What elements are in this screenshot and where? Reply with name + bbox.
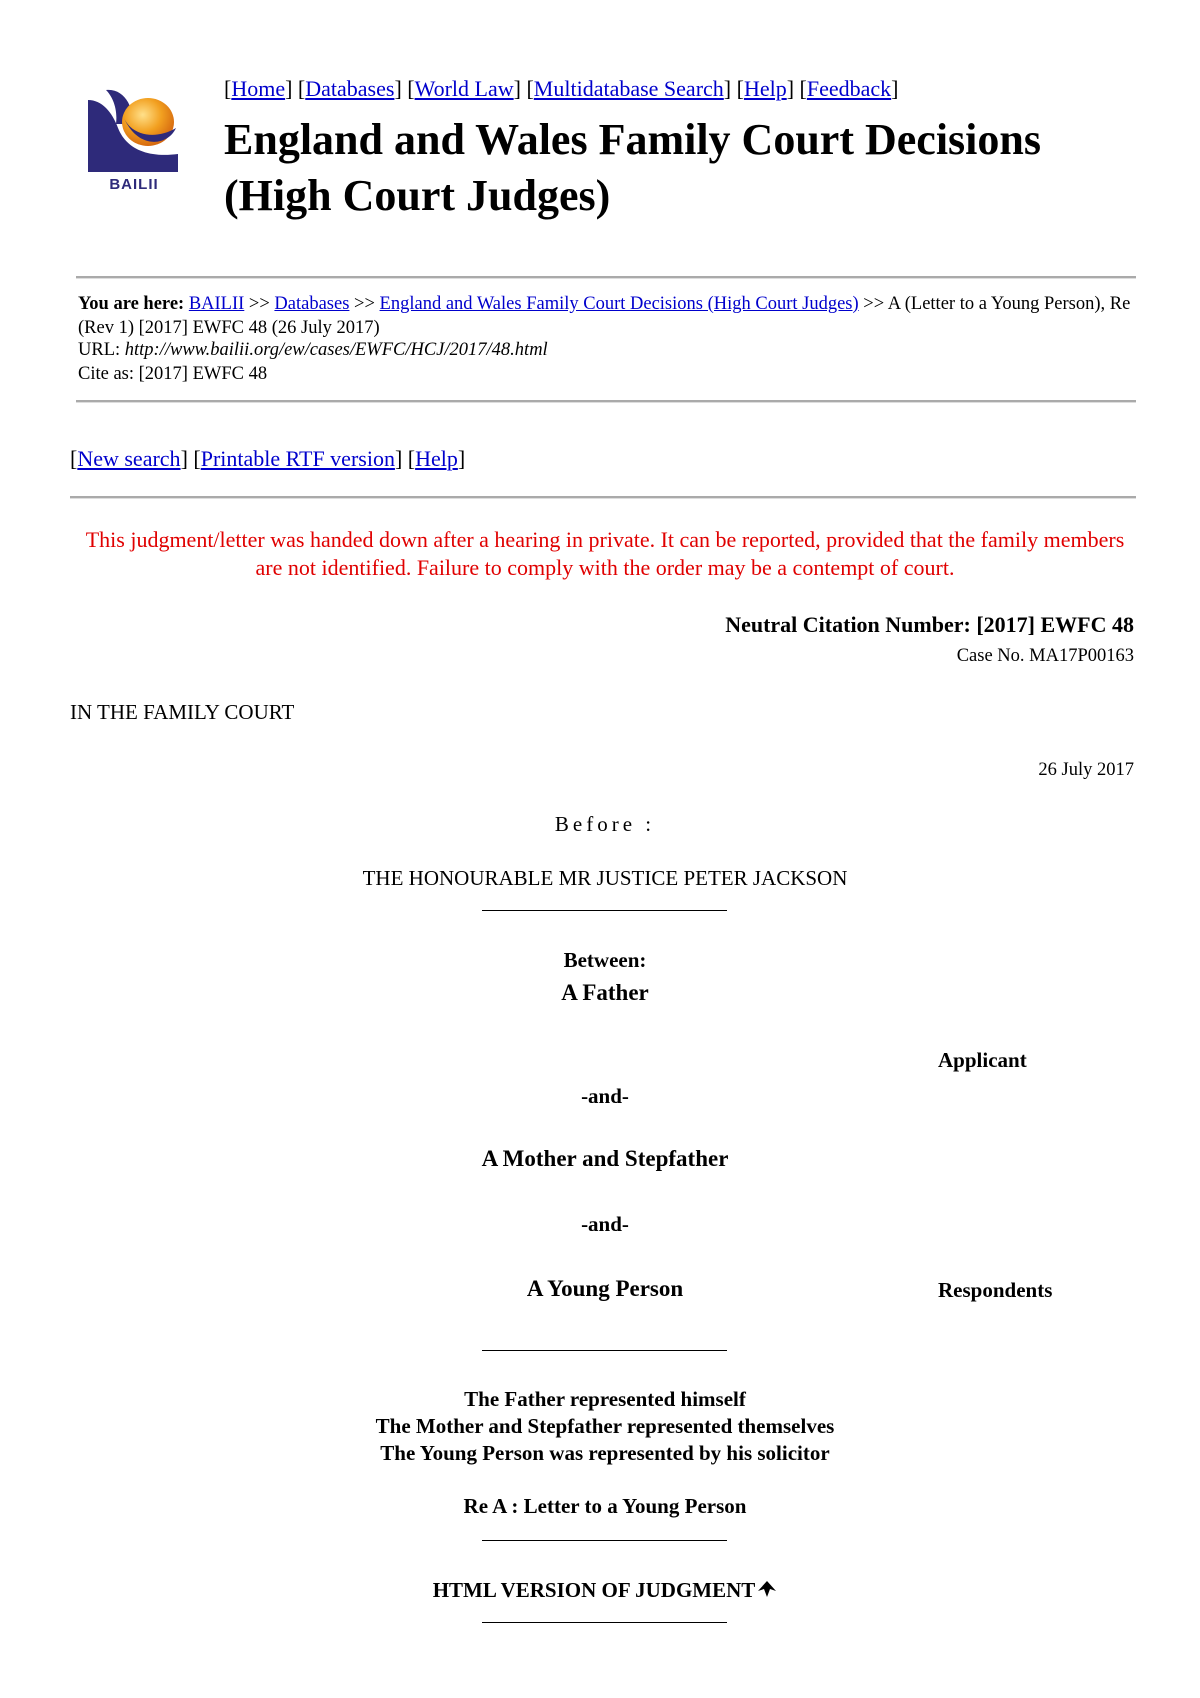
- logo-text: BAILII: [109, 176, 159, 193]
- court-name: IN THE FAMILY COURT: [70, 700, 295, 724]
- breadcrumb-bailii-link[interactable]: BAILII: [188, 294, 245, 314]
- top-nav: [Home] [Databases] [World Law] [Multidatabase Search] [Help] [Feedback]: [224, 76, 899, 101]
- nav-databases-link[interactable]: Databases: [305, 76, 395, 101]
- url-line: [78, 340, 548, 361]
- and-separator: -and-: [581, 1212, 629, 1236]
- breadcrumb-prefix: You are here:: [78, 294, 185, 314]
- bailii-logo[interactable]: [86, 88, 182, 200]
- url-label: URL:: [78, 340, 121, 360]
- breadcrumb-separator: >>: [248, 294, 270, 314]
- and-separator: -and-: [581, 1084, 629, 1108]
- new-search-link[interactable]: New search: [77, 446, 181, 471]
- before-label: Before :: [554, 812, 656, 836]
- cite-value: [2017] EWFC 48: [138, 364, 268, 384]
- neutral-citation: Neutral Citation Number: [2017] EWFC 48: [725, 612, 1134, 637]
- breadcrumb-separator: >>: [354, 294, 375, 314]
- page-title-line2: (High Court Judges): [224, 171, 611, 220]
- representation-line: The Father represented himself: [464, 1387, 746, 1411]
- short-divider: [482, 1622, 727, 1623]
- representation: [0, 1386, 1200, 1467]
- short-divider: [482, 1350, 727, 1351]
- case-number: Case No. MA17P00163: [956, 646, 1134, 666]
- printable-rtf-link[interactable]: Printable RTF version: [200, 446, 395, 471]
- representation-line: The Mother and Stepfather represented themselves: [375, 1414, 835, 1438]
- divider: [76, 400, 1136, 403]
- url-value: http://www.bailii.org/ew/cases/EWFC/HCJ/2017/48.html: [124, 340, 548, 360]
- short-divider: [482, 1540, 727, 1541]
- html-version-heading: [0, 1578, 1200, 1605]
- up-arrow-icon[interactable]: [757, 1579, 777, 1605]
- nav-help-link[interactable]: Help: [743, 76, 787, 101]
- privacy-notice: This judgment/letter was handed down after a hearing in private. It can be reported, provided that the family members are not identified. Failure to comply with the order may be a contempt of court.: [85, 527, 1125, 580]
- breadcrumb-separator: >>: [863, 294, 885, 314]
- nav-home-link[interactable]: Home: [231, 76, 286, 101]
- between-label: Between:: [563, 948, 647, 972]
- nav-feedback-link[interactable]: Feedback: [806, 76, 892, 101]
- help-link[interactable]: Help: [415, 446, 458, 471]
- party-respondent-1: A Mother and Stepfather: [481, 1146, 729, 1171]
- judge-name: THE HONOURABLE MR JUSTICE PETER JACKSON: [362, 866, 848, 890]
- nav-multidatabase-search-link[interactable]: Multidatabase Search: [533, 76, 724, 101]
- cite-label: Cite as:: [78, 364, 135, 384]
- cite-line: [78, 364, 267, 385]
- short-divider: [482, 910, 727, 911]
- divider: [70, 496, 1136, 499]
- breadcrumb-databases-link[interactable]: Databases: [274, 294, 350, 314]
- sub-nav: [New search] [Printable RTF version] [Help]: [70, 446, 466, 471]
- page-title: [224, 112, 1164, 224]
- breadcrumb-database-link[interactable]: England and Wales Family Court Decisions (High Court Judges): [379, 294, 859, 314]
- role-applicant: Applicant: [938, 1048, 1027, 1072]
- breadcrumb: [78, 292, 1138, 340]
- divider: [76, 276, 1136, 279]
- case-title: Re A : Letter to a Young Person: [463, 1494, 747, 1518]
- html-version-label: HTML VERSION OF JUDGMENT: [432, 1578, 756, 1602]
- representation-line: The Young Person was represented by his solicitor: [380, 1441, 830, 1465]
- party-applicant: A Father: [561, 980, 649, 1005]
- breadcrumb-current: A (Letter to a Young Person), Re (Rev 1) [2017] EWFC 48 (26 July 2017): [78, 294, 1131, 338]
- role-respondents: Respondents: [938, 1278, 1053, 1302]
- nav-world-law-link[interactable]: World Law: [414, 76, 514, 101]
- party-respondent-2: A Young Person: [526, 1276, 684, 1301]
- page-title-line1: England and Wales Family Court Decisions: [224, 115, 1041, 164]
- judgment-date: 26 July 2017: [1038, 760, 1134, 780]
